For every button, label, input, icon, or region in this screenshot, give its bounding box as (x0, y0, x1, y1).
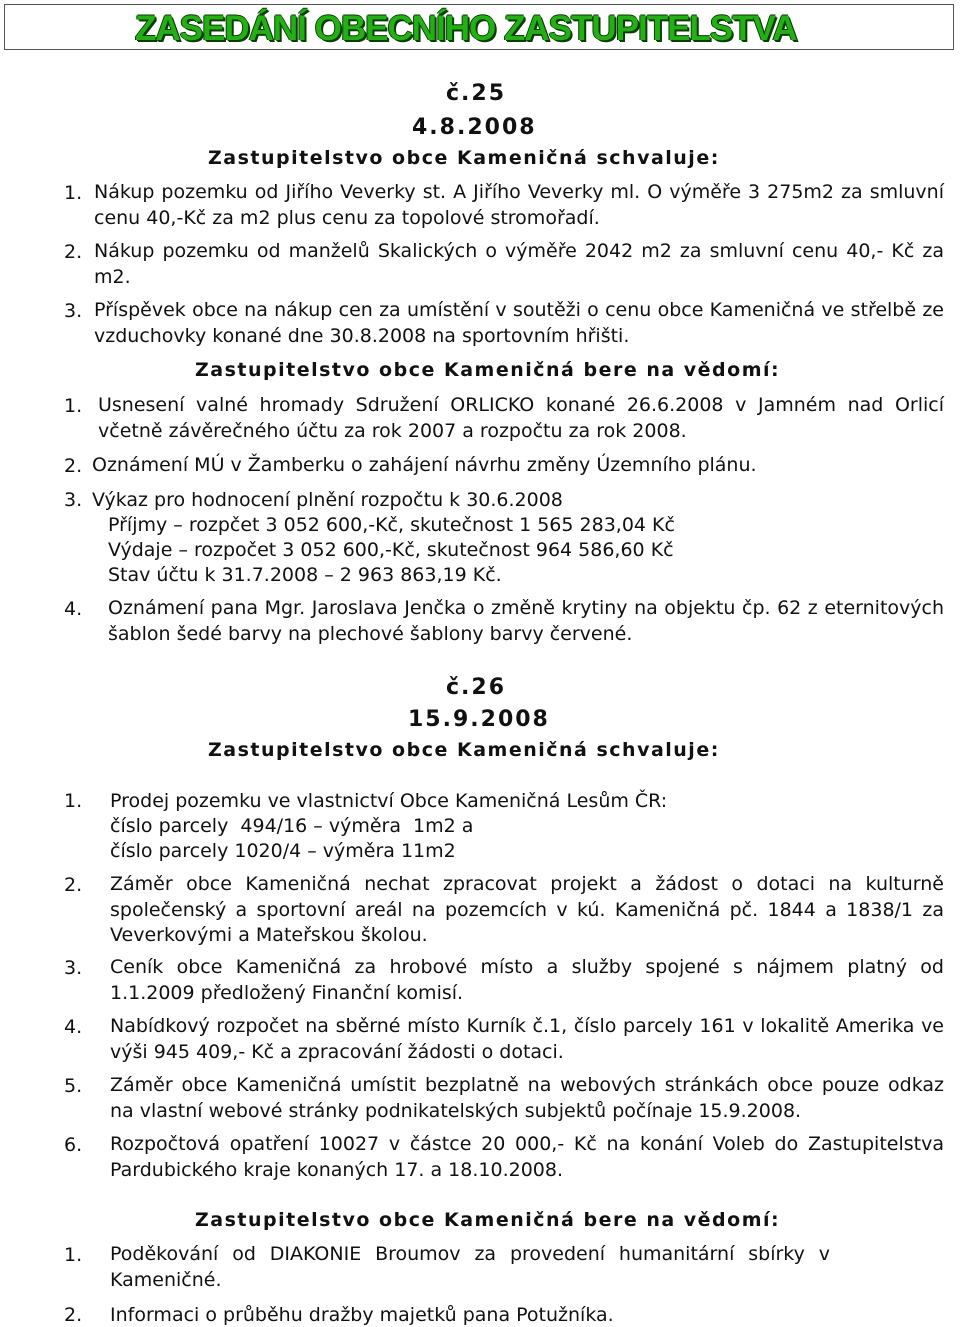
meeting-26-number: č.26 (446, 675, 507, 700)
meeting-25-notes-heading: Zastupitelstvo obce Kameničná bere na vědomí: (195, 359, 781, 381)
note-text: Výkaz pro hodnocení plnění rozpočtu k 30.6.2008 (92, 489, 563, 511)
note-text: Oznámení MÚ v Žamberku o zahájení návrhu změny Územního plánu. (92, 454, 757, 476)
resolution-text: Nákup pozemku od manželů Skalických o výměře 2042 m2 za smluvní cenu 40,- Kč za m2. (94, 240, 944, 288)
note-text: Poděkování od DIAKONIE Broumov za provedení humanitární sbírky v Kameničné. (110, 1243, 830, 1291)
note-text: Oznámení pana Mgr. Jaroslava Jenčka o změně krytiny na objektu čp. 62 z eternitových šablon šedé barvy na plechové šablony barvy červené. (108, 597, 944, 645)
meeting-26-notes-heading: Zastupitelstvo obce Kameničná bere na vědomí: (195, 1209, 781, 1231)
item-number: 2. (64, 1304, 83, 1326)
item-number: 6. (64, 1134, 83, 1156)
resolution-text: Záměr obce Kameničná umístit bezplatně na webových stránkách obce pouze odkaz na vlastní webové stránky podnikatelských subjektů počínaje 15.9.2008. (110, 1074, 944, 1122)
item-number: 1. (64, 790, 83, 812)
item-number: 4. (64, 598, 83, 620)
item-number: 5. (64, 1075, 83, 1097)
meeting-25-date: 4.8.2008 (412, 115, 537, 140)
document-title: ZASEDÁNÍ OBECNÍHO ZASTUPITELSTVA (135, 9, 797, 48)
item-number: 2. (64, 455, 83, 477)
item-number: 2. (64, 241, 83, 263)
budget-expense-line: Výdaje – rozpočet 3 052 600,-Kč, skutečnost 964 586,60 Kč (108, 539, 674, 561)
title-banner (4, 4, 954, 50)
note-text: Informaci o průběhu dražby majetků pana Potužníka. (110, 1304, 614, 1326)
note-text: Usnesení valné hromady Sdružení ORLICKO konané 26.6.2008 v Jamném nad Orlicí včetně závěrečného účtu za rok 2007 a rozpočtu za rok 2008. (98, 394, 944, 442)
meeting-25-approves-heading: Zastupitelstvo obce Kameničná schvaluje: (208, 147, 720, 169)
resolution-text: Rozpočtová opatření 10027 v částce 20 000,- Kč na konání Voleb do Zastupitelstva Pardubického kraje konaných 17. a 18.10.2008. (110, 1133, 944, 1181)
item-number: 1. (64, 1244, 83, 1266)
meeting-26-approves-heading: Zastupitelstvo obce Kameničná schvaluje: (208, 739, 720, 761)
item-number: 1. (64, 182, 83, 204)
resolution-text: Nákup pozemku od Jiřího Veverky st. A Jiřího Veverky ml. O výměře 3 275m2 za smluvní cenu 40,-Kč za m2 plus cenu za topolové stromořadí. (94, 181, 944, 229)
account-balance-line: Stav účtu k 31.7.2008 – 2 963 863,19 Kč. (108, 564, 502, 586)
meeting-25-number: č.25 (446, 81, 507, 106)
resolution-text: Ceník obce Kameničná za hrobové místo a služby spojené s nájmem platný od 1.1.2009 předložený Finanční komisí. (110, 956, 944, 1004)
resolution-text: Prodej pozemku ve vlastnictví Obce Kameničná Lesům ČR: (110, 790, 668, 812)
item-number: 3. (64, 300, 83, 322)
budget-income-line: Příjmy – rozpčet 3 052 600,-Kč, skutečnost 1 565 283,04 Kč (108, 514, 675, 536)
item-number: 2. (64, 874, 83, 896)
resolution-text: Příspěvek obce na nákup cen za umístění v soutěži o cenu obce Kameničná ve střelbě ze vzduchovky konané dne 30.8.2008 na sportovním hřišti. (94, 299, 944, 347)
meeting-26-date: 15.9.2008 (408, 707, 550, 732)
item-number: 3. (64, 489, 83, 511)
item-number: 3. (64, 957, 83, 979)
parcel-line: číslo parcely 1020/4 – výměra 11m2 (110, 840, 456, 862)
resolution-text: Nabídkový rozpočet na sběrné místo Kurník č.1, číslo parcely 161 v lokalitě Amerika ve výši 945 409,- Kč a zpracování žádosti o dotaci. (110, 1015, 944, 1063)
parcel-line: číslo parcely 494/16 – výměra 1m2 a (110, 815, 474, 837)
resolution-text: Záměr obce Kameničná nechat zpracovat projekt a žádost o dotaci na kulturně společenský a sportovní areál na pozemcích v kú. Kameničná pč. 1844 a 1838/1 za Veverkovými a Mateřskou školou. (110, 873, 944, 946)
item-number: 4. (64, 1016, 83, 1038)
item-number: 1. (64, 395, 83, 417)
